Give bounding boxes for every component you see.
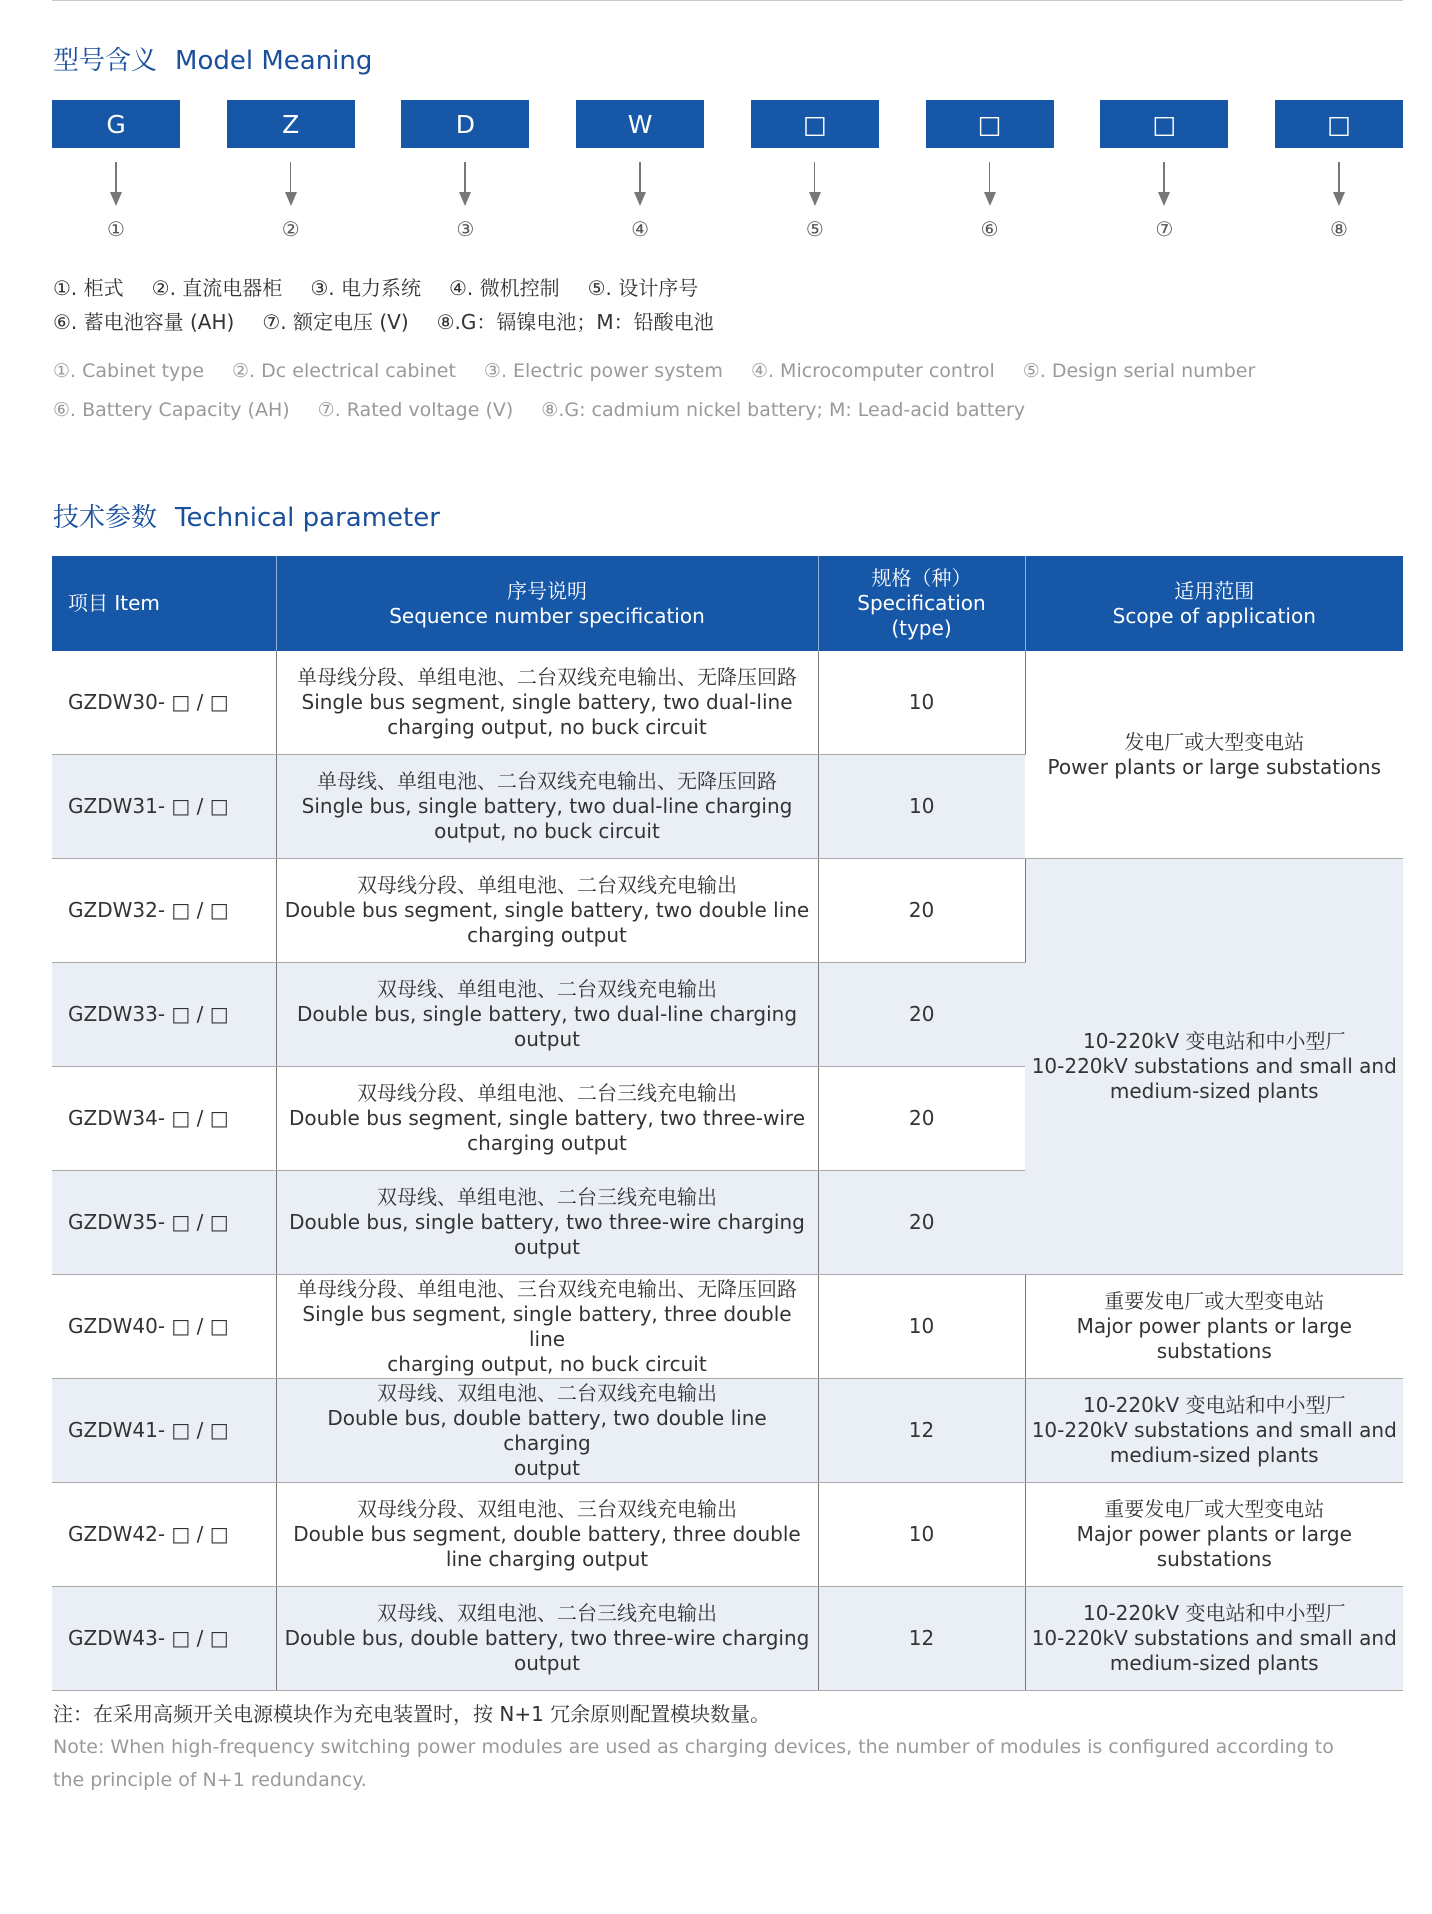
- scope-en: 10-220kV substations and small and: [1031, 1418, 1397, 1442]
- model-meaning-title: [53, 40, 372, 77]
- note-cn: 注：在采用高频开关电源模块作为充电装置时，按 N+1 冗余原则配置模块数量。: [53, 1702, 771, 1726]
- table-row: [52, 1587, 1403, 1691]
- legend-item: ④. 微机控制: [448, 276, 560, 300]
- header-scope-en: Scope of application: [1112, 603, 1316, 628]
- technical-title-en: Technical parameter: [175, 503, 440, 533]
- spec-cell: 20: [818, 859, 1025, 963]
- table-row: [52, 1483, 1403, 1587]
- code-box: W: [576, 100, 704, 148]
- description-en: charging output: [467, 923, 627, 947]
- legend-item: ⑧.G：镉镍电池；M：铅酸电池: [436, 310, 714, 334]
- description-cn: 单母线、单组电池、二台双线充电输出、无降压回路: [317, 769, 777, 793]
- description-cn: 双母线、双组电池、二台双线充电输出: [377, 1380, 717, 1405]
- code-column: [1100, 100, 1228, 241]
- description-cell: [276, 963, 818, 1067]
- code-number: ⑧: [1330, 217, 1348, 241]
- item-cell: GZDW31- □ / □: [52, 755, 276, 859]
- legend-cn-row2: [53, 306, 742, 335]
- item-cell: GZDW30- □ / □: [52, 651, 276, 755]
- legend-item: ②. Dc electrical cabinet: [232, 360, 456, 382]
- legend-item: ③. Electric power system: [483, 360, 723, 382]
- note-en: Note: When high-frequency switching power modules are used as charging devices, the number of modules is configured according to the principle of N+1 redundancy.: [53, 1736, 1334, 1791]
- description-cell: [276, 1171, 818, 1275]
- scope-en: Major power plants or large: [1076, 1522, 1352, 1546]
- spec-cell: 10: [818, 755, 1025, 859]
- model-code-diagram: [52, 100, 1403, 241]
- scope-en: Power plants or large substations: [1047, 754, 1382, 779]
- item-cell: GZDW40- □ / □: [52, 1275, 276, 1379]
- arrow-down-icon: [984, 192, 996, 206]
- connector-line: [1163, 162, 1165, 192]
- code-column: [401, 100, 529, 241]
- header-specification: [818, 556, 1025, 651]
- description-en: Single bus segment, single battery, three double line: [302, 1301, 792, 1351]
- item-cell: GZDW43- □ / □: [52, 1587, 276, 1691]
- spec-cell: 12: [818, 1379, 1025, 1483]
- top-divider: [52, 0, 1403, 1]
- code-number: ③: [456, 217, 475, 241]
- scope-cell: [1025, 1587, 1403, 1691]
- scope-cn: 重要发电厂或大型变电站: [1104, 1289, 1325, 1313]
- legend-item: ⑥. Battery Capacity (AH): [53, 399, 290, 421]
- connector-line: [814, 162, 816, 192]
- description-cell: [276, 1067, 818, 1171]
- scope-cell: [1025, 1483, 1403, 1587]
- description-cn: 双母线分段、单组电池、二台双线充电输出: [357, 873, 737, 897]
- description-en: Double bus segment, single battery, two double line: [284, 898, 810, 922]
- header-scope: [1025, 556, 1403, 651]
- technical-parameter-title: [53, 497, 440, 534]
- code-number: ⑤: [805, 217, 824, 241]
- scope-cn: 10-220kV 变电站和中小型厂: [1083, 1601, 1346, 1625]
- description-en: Double bus segment, double battery, three double: [293, 1522, 801, 1546]
- header-spec-type: (type): [891, 616, 952, 640]
- description-cell: [276, 755, 818, 859]
- description-cell: [276, 1483, 818, 1587]
- item-cell: GZDW41- □ / □: [52, 1379, 276, 1483]
- legend-item: ⑧.G: cadmium nickel battery; M: Lead-acid battery: [541, 399, 1026, 421]
- code-number: ①: [107, 217, 125, 241]
- table-row: [52, 1275, 1403, 1379]
- description-en: output, no buck circuit: [434, 819, 660, 843]
- header-sequence: [276, 556, 818, 651]
- item-cell: GZDW42- □ / □: [52, 1483, 276, 1587]
- description-cn: 双母线分段、双组电池、三台双线充电输出: [357, 1497, 737, 1521]
- code-number: ⑦: [1155, 217, 1174, 241]
- spec-cell: 12: [818, 1587, 1025, 1691]
- description-cn: 双母线、双组电池、二台三线充电输出: [377, 1601, 717, 1625]
- connector-line: [1338, 162, 1340, 192]
- scope-en: 10-220kV substations and small and: [1031, 1626, 1397, 1650]
- description-cell: [276, 1275, 818, 1379]
- connector-line: [639, 162, 641, 192]
- item-cell: GZDW34- □ / □: [52, 1067, 276, 1171]
- item-cell: GZDW32- □ / □: [52, 859, 276, 963]
- description-cell: [276, 651, 818, 755]
- code-column: [576, 100, 704, 241]
- model-meaning-title-cn: 型号含义: [53, 46, 158, 76]
- arrow-down-icon: [1158, 192, 1170, 206]
- spec-cell: 20: [818, 1171, 1025, 1275]
- code-number: ⑥: [980, 217, 999, 241]
- description-cell: [276, 859, 818, 963]
- legend-item: ①. Cabinet type: [53, 360, 205, 382]
- description-en: Double bus, single battery, two dual-line charging: [296, 1002, 798, 1026]
- arrow-down-icon: [1333, 192, 1345, 206]
- spec-cell: 10: [818, 1275, 1025, 1379]
- header-scope-cn: 适用范围: [1174, 578, 1255, 603]
- connector-line: [464, 162, 466, 192]
- description-en: output: [514, 1027, 580, 1051]
- code-column: [751, 100, 879, 241]
- model-meaning-title-en: Model Meaning: [175, 46, 373, 76]
- legend-item: ⑦. 额定电压 (V): [262, 310, 409, 334]
- legend-item: ③. 电力系统: [310, 276, 421, 300]
- description-en: charging output, no buck circuit: [387, 715, 707, 739]
- legend-cn-row1: [53, 272, 726, 301]
- code-box: D: [401, 100, 529, 148]
- legend-item: ②. 直流电器柜: [151, 276, 283, 300]
- scope-en: medium-sized plants: [1109, 1443, 1319, 1467]
- code-number: ④: [631, 217, 650, 241]
- description-en: line charging output: [445, 1547, 649, 1571]
- code-box: □: [1100, 100, 1228, 148]
- header-sequence-cn: 序号说明: [507, 578, 587, 603]
- code-column: [227, 100, 355, 241]
- header-item-label: 项目 Item: [68, 591, 160, 615]
- description-cn: 单母线分段、单组电池、二台双线充电输出、无降压回路: [297, 665, 797, 689]
- scope-en: substations: [1156, 1547, 1272, 1571]
- scope-cn: 发电厂或大型变电站: [1124, 729, 1305, 754]
- legend-item: ⑦. Rated voltage (V): [317, 399, 514, 421]
- description-en: Single bus segment, single battery, two dual-line: [301, 690, 793, 714]
- table-header-row: [52, 556, 1403, 651]
- header-spec-cn: 规格（种）: [871, 566, 972, 590]
- legend-item: ⑤. Design serial number: [1022, 360, 1256, 382]
- scope-cn: 10-220kV 变电站和中小型厂: [1083, 1393, 1346, 1417]
- code-box: □: [926, 100, 1054, 148]
- scope-en: substations: [1156, 1339, 1272, 1363]
- legend-item: ⑥. 蓄电池容量 (AH): [53, 310, 235, 334]
- description-en: Single bus, single battery, two dual-line charging: [301, 794, 793, 818]
- connector-line: [989, 162, 991, 192]
- scope-en: medium-sized plants: [1109, 1651, 1319, 1675]
- arrow-down-icon: [110, 192, 122, 206]
- description-cn: 双母线分段、单组电池、二台三线充电输出: [357, 1081, 737, 1105]
- spec-cell: 20: [818, 1067, 1025, 1171]
- scope-cn: 10-220kV 变电站和中小型厂: [1083, 1029, 1346, 1053]
- description-cell: [276, 1379, 818, 1483]
- arrow-down-icon: [634, 192, 646, 206]
- header-sequence-en: Sequence number specification: [389, 603, 705, 628]
- code-column: [1275, 100, 1403, 241]
- legend-item: ①. 柜式: [53, 276, 124, 300]
- spec-cell: 20: [818, 963, 1025, 1067]
- legend-en-row2: [53, 399, 1053, 421]
- scope-en: 10-220kV substations and small and: [1031, 1054, 1397, 1078]
- scope-cell: [1025, 1275, 1403, 1379]
- description-en: output: [514, 1651, 580, 1675]
- code-box: Z: [227, 100, 355, 148]
- code-box: □: [751, 100, 879, 148]
- code-column: [52, 100, 180, 241]
- code-column: [926, 100, 1054, 241]
- scope-cn: 重要发电厂或大型变电站: [1104, 1497, 1325, 1521]
- legend-item: ④. Microcomputer control: [750, 360, 995, 382]
- description-en: charging output, no buck circuit: [387, 1351, 707, 1376]
- table-row: [52, 651, 1403, 755]
- header-item: [52, 556, 276, 651]
- scope-en: medium-sized plants: [1109, 1079, 1319, 1103]
- spec-cell: 10: [818, 1483, 1025, 1587]
- table-row: [52, 1379, 1403, 1483]
- legend-item: ⑤. 设计序号: [587, 276, 699, 300]
- connector-line: [290, 162, 292, 192]
- technical-parameter-table: [52, 556, 1403, 1691]
- description-cn: 单母线分段、单组电池、三台双线充电输出、无降压回路: [297, 1276, 797, 1301]
- scope-en: Major power plants or large: [1076, 1314, 1352, 1338]
- description-cn: 双母线、单组电池、二台三线充电输出: [377, 1185, 717, 1209]
- description-cell: [276, 1587, 818, 1691]
- description-en: Double bus, double battery, two double line charging: [327, 1405, 767, 1455]
- description-en: Double bus, single battery, two three-wire charging: [289, 1210, 805, 1234]
- table-row: [52, 859, 1403, 963]
- scope-cell: [1025, 651, 1403, 859]
- description-en: output: [514, 1455, 580, 1480]
- item-cell: GZDW35- □ / □: [52, 1171, 276, 1275]
- technical-title-cn: 技术参数: [53, 503, 158, 533]
- connector-line: [115, 162, 117, 192]
- description-en: Double bus, double battery, two three-wire charging: [284, 1626, 810, 1650]
- description-en: charging output: [467, 1131, 627, 1155]
- code-box: □: [1275, 100, 1403, 148]
- arrow-down-icon: [809, 192, 821, 206]
- scope-cell: [1025, 1379, 1403, 1483]
- description-en: output: [514, 1235, 580, 1259]
- description-cn: 双母线、单组电池、二台双线充电输出: [377, 977, 717, 1001]
- code-box: G: [52, 100, 180, 148]
- legend-en-row1: [53, 360, 1283, 382]
- spec-cell: 10: [818, 651, 1025, 755]
- scope-cell: [1025, 859, 1403, 1275]
- header-spec-en: Specification: [857, 591, 986, 615]
- description-en: Double bus segment, single battery, two three-wire: [288, 1106, 805, 1130]
- item-cell: GZDW33- □ / □: [52, 963, 276, 1067]
- code-number: ②: [281, 217, 300, 241]
- arrow-down-icon: [459, 192, 471, 206]
- arrow-down-icon: [285, 192, 297, 206]
